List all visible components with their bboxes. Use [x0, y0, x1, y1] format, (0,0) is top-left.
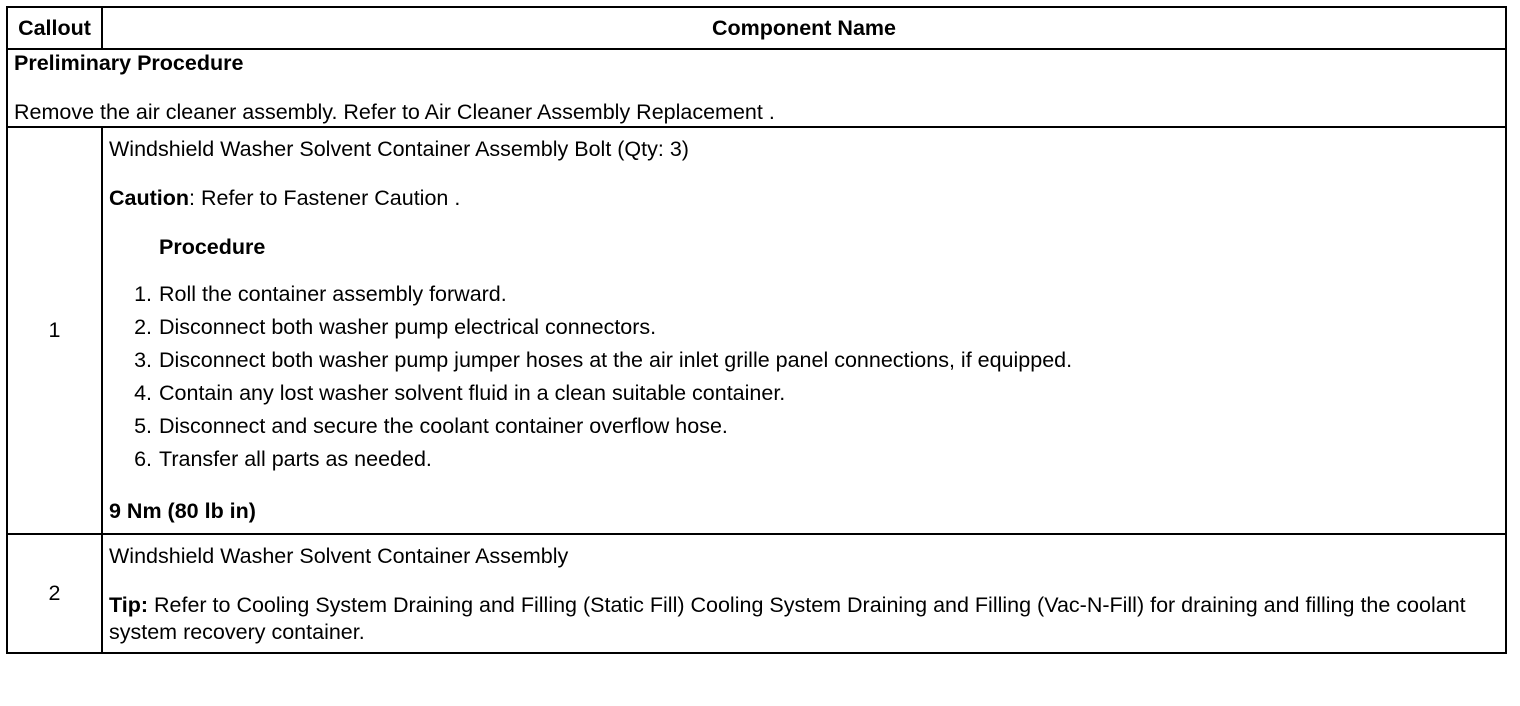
list-item — [134, 344, 1499, 377]
component-name: Windshield Washer Solvent Container Assembly — [109, 544, 569, 569]
preliminary-row — [7, 49, 1506, 127]
list-item — [134, 410, 1499, 443]
callout-number: 1 — [7, 127, 102, 535]
callout-column-header: Callout — [7, 7, 102, 49]
step-number: 4. — [134, 381, 152, 406]
step-text: Disconnect both washer pump jumper hoses at the air inlet grille panel connections, if equipped. — [159, 348, 1073, 373]
caution-label: Caution — [109, 185, 190, 210]
step-text: Disconnect and secure the coolant container overflow hose. — [159, 414, 728, 439]
step-text: Contain any lost washer solvent fluid in a clean suitable container. — [159, 381, 786, 406]
tip-text: Refer to Cooling System Draining and Filling (Static Fill) Cooling System Draining and Filling (Vac-N-Fill) for draining and filling the coolant system recovery container. — [109, 593, 1466, 644]
step-number: 2. — [134, 315, 152, 340]
caution-note — [109, 185, 1499, 212]
list-item — [134, 311, 1499, 344]
step-text: Roll the container assembly forward. — [159, 282, 507, 307]
list-item — [134, 377, 1499, 410]
component-cell — [102, 534, 1506, 653]
procedure-heading: Procedure — [159, 234, 266, 259]
torque-spec: 9 Nm (80 lb in) — [109, 499, 256, 524]
tip-note — [109, 592, 1499, 646]
step-number: 5. — [134, 414, 152, 439]
table-header-row — [7, 7, 1506, 49]
preliminary-text: Remove the air cleaner assembly. Refer to Air Cleaner Assembly Replacement . — [14, 99, 775, 124]
table-row — [7, 534, 1506, 653]
component-name-column-header: Component Name — [102, 7, 1506, 49]
step-text: Disconnect both washer pump electrical connectors. — [159, 315, 657, 340]
step-number: 3. — [134, 348, 152, 373]
list-item — [134, 443, 1499, 476]
procedure-steps — [109, 278, 1499, 476]
preliminary-cell — [7, 49, 1506, 127]
step-text: Transfer all parts as needed. — [159, 447, 432, 472]
component-name: Windshield Washer Solvent Container Assembly Bolt (Qty: 3) — [109, 136, 689, 161]
component-cell — [102, 127, 1506, 535]
table-row — [7, 127, 1506, 535]
procedure-table — [6, 6, 1507, 654]
step-number: 6. — [134, 447, 152, 472]
caution-text: : Refer to Fastener Caution . — [189, 185, 461, 210]
tip-label: Tip: — [109, 593, 149, 618]
list-item — [134, 278, 1499, 311]
callout-number: 2 — [7, 534, 102, 653]
step-number: 1. — [134, 282, 152, 307]
preliminary-title: Preliminary Procedure — [14, 51, 244, 75]
